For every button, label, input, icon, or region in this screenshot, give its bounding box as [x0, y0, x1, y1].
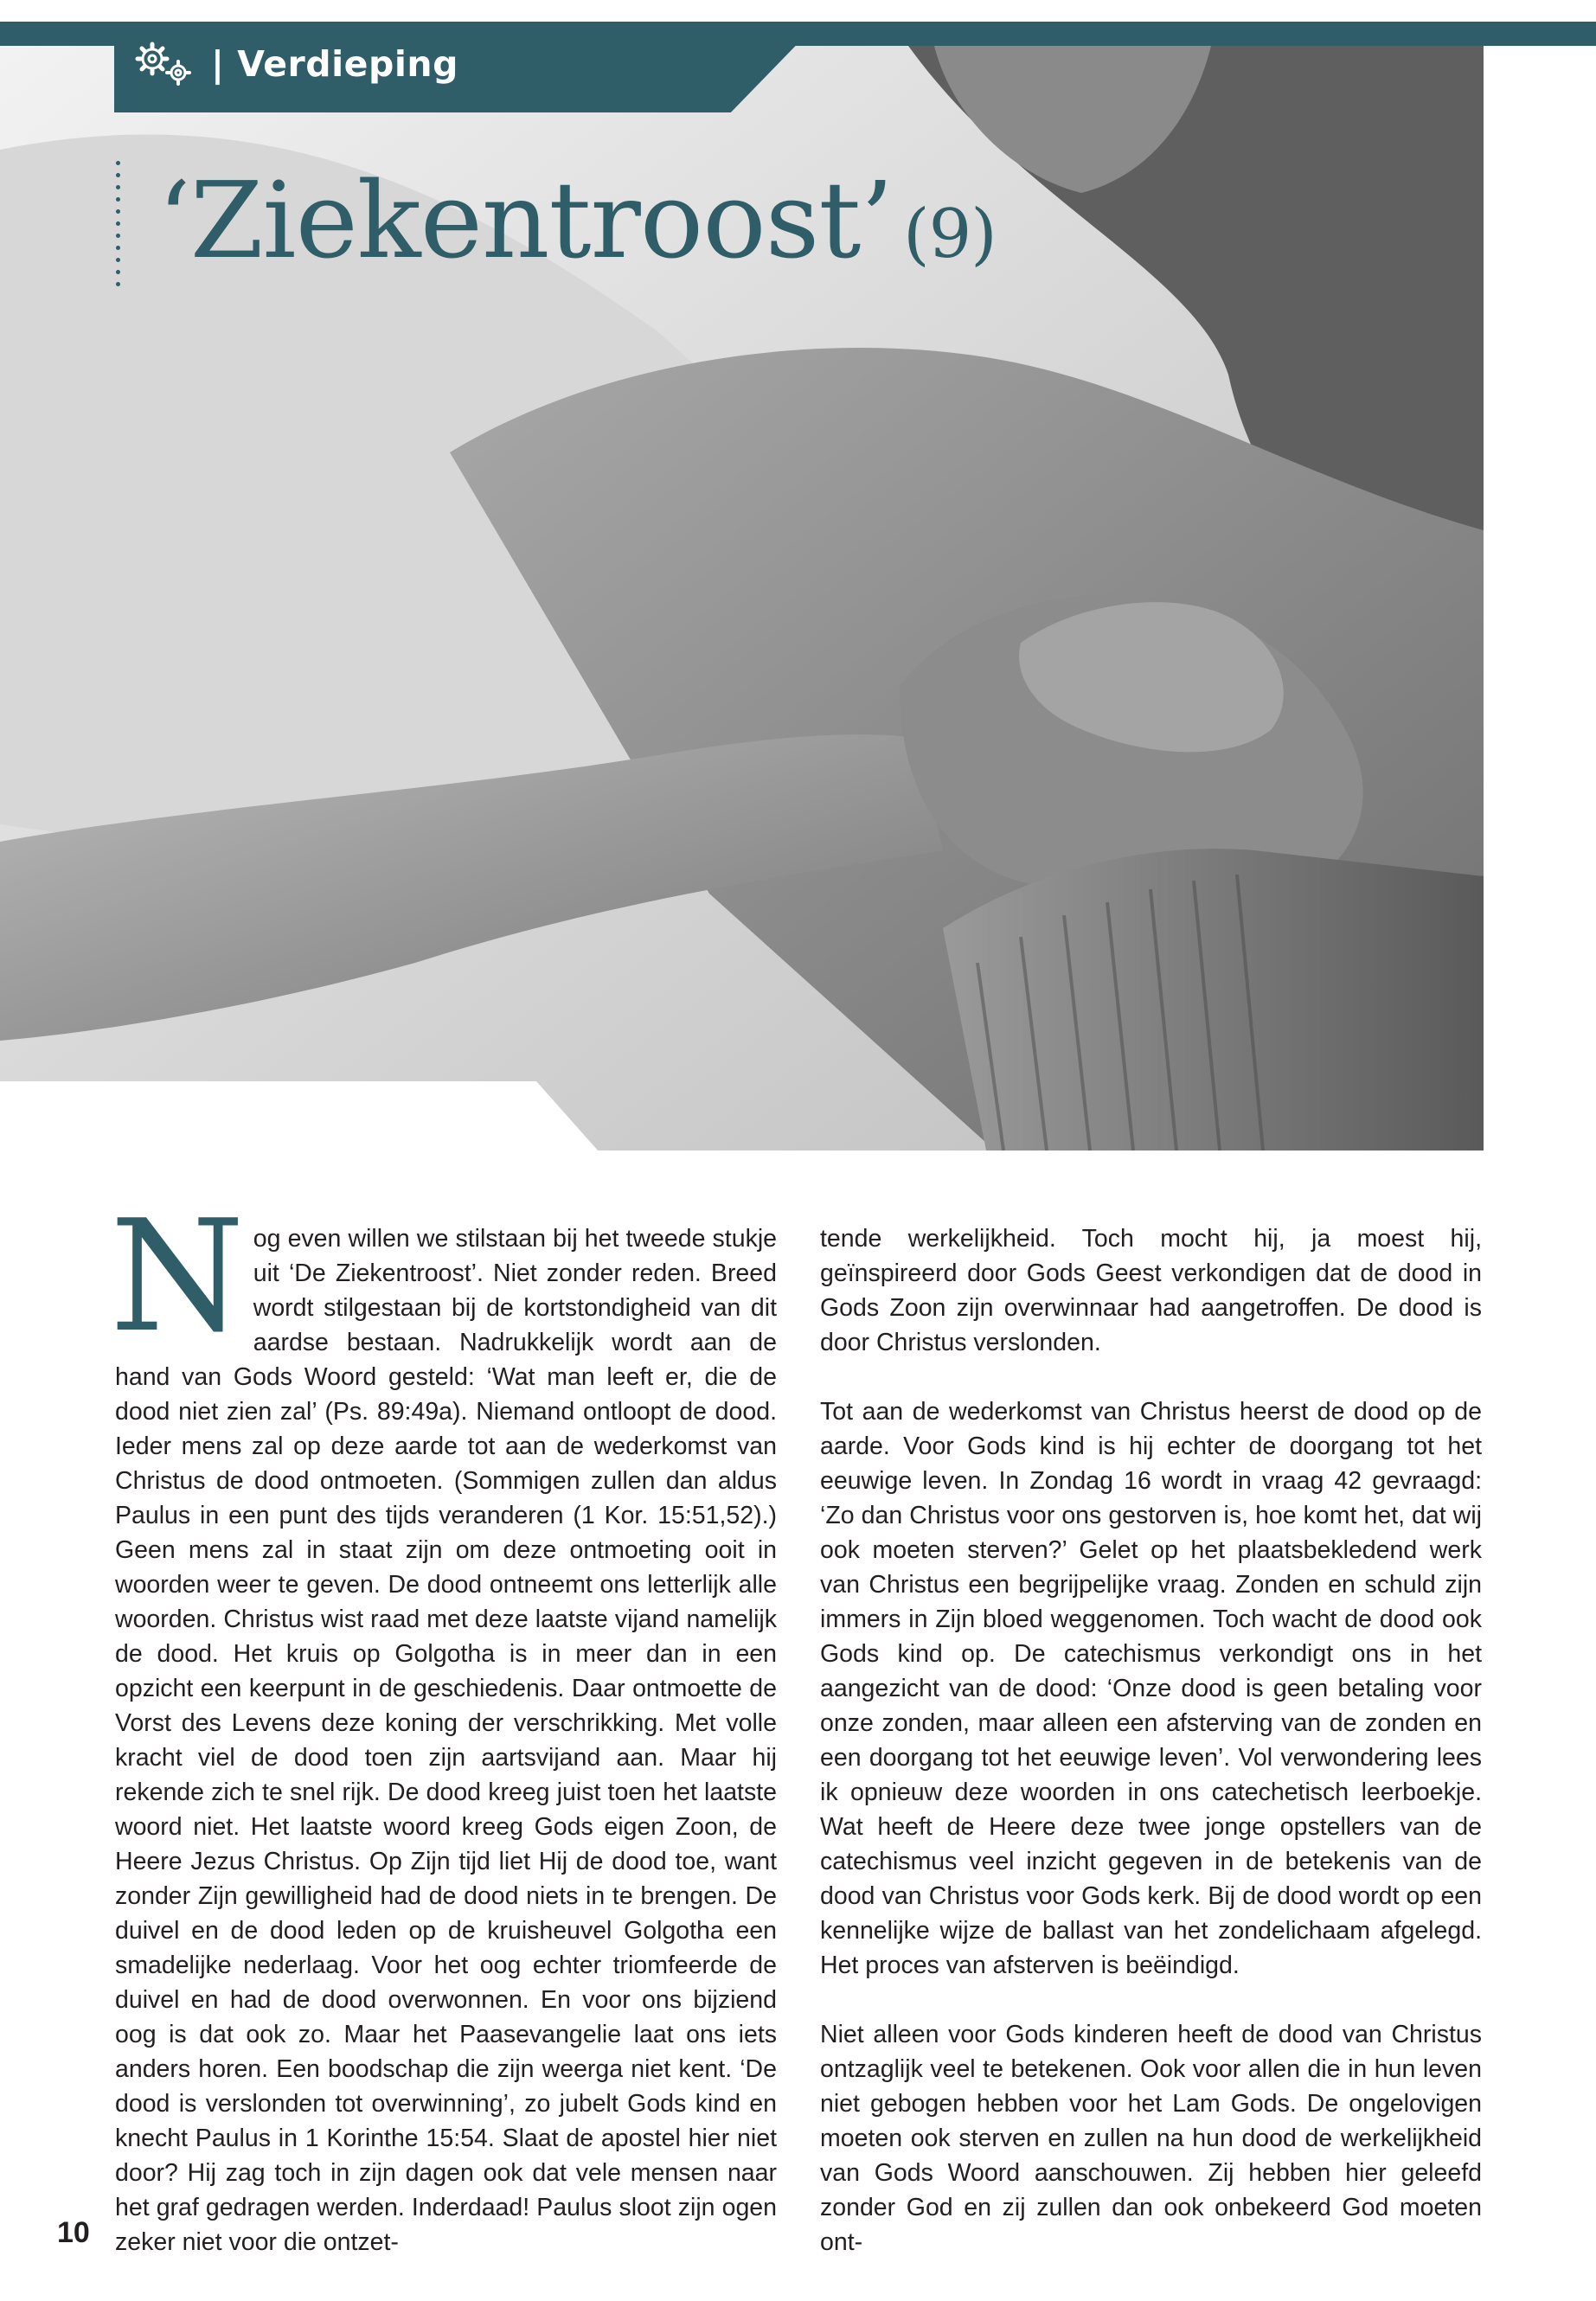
- page-number: 10: [57, 2216, 90, 2249]
- dotted-rail: [115, 161, 122, 299]
- article-title-main: ‘Ziekentroost’: [157, 159, 894, 282]
- article-title: [157, 160, 997, 295]
- article-paragraph: Niet alleen voor Gods kinderen heeft de dood van Christus ontzaglijk veel te betekenen. Ook voor allen die in hun leven niet gebogen hebben voor het Lam Gods. De ongelovigen moeten ook sterven en zullen na hun dood de werkelijkheid van Gods Woord aanschouwen. Zij hebben hier geleefd zonder God en zij zullen dan ook onbekeerd God moeten ont-: [820, 2021, 1482, 2256]
- section-label: [211, 43, 458, 85]
- article-column-right: [820, 1221, 1482, 2294]
- article-title-number: (9): [903, 195, 997, 273]
- section-title: Verdieping: [237, 43, 458, 85]
- left-column-text: og even willen we stilstaan bij het tweede stukje uit ‘De Ziekentroost’. Niet zonder reden. Breed wordt stilgestaan bij de kortstondigheid van dit aardse bestaan. Nadrukkelijk wordt aan de hand van Gods Woord gesteld: ‘Wat man leeft er, die de dood niet zien zal’ (Ps. 89:49a). Niemand ontloopt de dood. Ieder mens zal op deze aarde tot aan de wederkomst van Christus de dood ontmoeten. (Sommigen zullen dan aldus Paulus in een punt des tijds veranderen (1 Kor. 15:51,52).) Geen mens zal in staat zijn om deze ontmoeting ooit in woorden weer te geven. De dood ontneemt ons letterlijk alle woorden. Christus wist raad met deze laatste vijand namelijk de dood. Het kruis op Golgotha is in meer dan in een opzicht een keerpunt in de geschiedenis. Daar ontmoette de Vorst des Levens deze koning der verschrikking. Met volle kracht viel de dood toen zijn aartsvijand aan. Maar hij rekende zich te snel rijk. De dood kreeg juist toen het laatste woord niet. Het laatste woord kreeg Gods eigen Zoon, de Heere Jezus Christus. Op Zijn tijd liet Hij de dood toe, want zonder Zijn gewilligheid had de dood niets in te brengen. De duivel en de dood leden op de kruisheuvel Golgotha een smadelijke nederlaag. Voor het oog echter triomfeerde de duivel en had de dood overwonnen. En voor ons bijziend oog is dat ook zo. Maar het Paasevangelie laat ons iets anders horen. Een boodschap die zijn weerga niet kent. ‘De dood is verslonden tot overwinning’, zo jubelt Gods kind en knecht Paulus in 1 Korinthe 15:54. Slaat de apostel hier niet door? Hij zag toch in zijn dagen ook dat vele mensen naar het graf gedragen werden. Inderdaad! Paulus sloot zijn ogen zeker niet voor die ontzet-: [115, 1225, 777, 2256]
- header-separator: |: [211, 43, 225, 85]
- article-column-left: [110, 1187, 777, 2294]
- article-paragraph: tende werkelijkheid. Toch mocht hij, ja moest hij, geïnspireerd door Gods Geest verkondigen dat de dood in Gods Zoon zijn overwinnaar had aangetroffen. De dood is door Christus verslonden.: [820, 1225, 1482, 1356]
- article-paragraph: [110, 1187, 777, 2259]
- drop-cap: N: [110, 1187, 245, 1366]
- photo-corner-cut: [0, 1081, 606, 1159]
- gears-icon: [131, 38, 199, 90]
- article-paragraph: Tot aan de wederkomst van Christus heerst de dood op de aarde. Voor Gods kind is hij echter de doorgang tot het eeuwige leven. In Zondag 16 wordt in vraag 42 gevraagd: ‘Zo dan Christus voor ons gestorven is, hoe komt het, dat wij ook moeten sterven?’ Gelet op het plaatsbekledend werk van Christus een begrijpelijke vraag. Zonden en schuld zijn immers in Zijn bloed weggenomen. Toch wacht de dood ook Gods kind op. De catechismus verkondigt ons in het aangezicht van de dood: ‘Onze dood is geen betaling voor onze zonden, maar alleen een afsterving van de zonden en een doorgang tot het eeuwige leven’. Vol verwondering lees ik opnieuw deze woorden in ons catechetisch leerboekje. Wat heeft de Heere deze twee jonge opstellers van de catechismus veel inzicht gegeven in de betekenis van de dood van Christus voor Gods kerk. Bij de dood wordt op een kennelijke wijze de ballast van het zondelichaam afgelegd. Het proces van afsterven is beëindigd.: [820, 1398, 1482, 1979]
